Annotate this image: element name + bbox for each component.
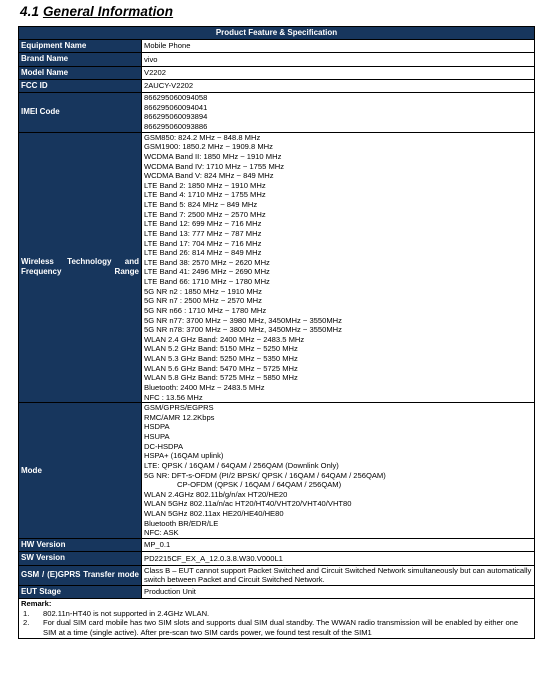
frequency-range: 5G NR n7 : 2500 MHz ~ 2570 MHz — [144, 296, 262, 306]
fcc-id-label: FCC ID — [19, 79, 142, 92]
frequency-range: LTE Band 38: 2570 MHz ~ 2620 MHz — [144, 257, 270, 267]
brand-name-value: vivo — [142, 53, 535, 66]
equipment-name-value: Mobile Phone — [142, 40, 535, 53]
frequency-range: LTE Band 5: 824 MHz ~ 849 MHz — [144, 200, 258, 210]
table-row — [19, 93, 535, 133]
frequency-range: WLAN 5.6 GHz Band: 5470 MHz ~ 5725 MHz — [144, 363, 298, 373]
sw-version-value: PD2215CF_EX_A_12.0.3.8.W30.V000L1 — [142, 552, 535, 565]
mode-item: Bluetooth BR/EDR/LE — [144, 518, 219, 528]
section-heading — [20, 4, 173, 19]
frequency-range: LTE Band 26: 814 MHz ~ 849 MHz — [144, 248, 262, 258]
frequency-range: WLAN 2.4 GHz Band: 2400 MHz ~ 2483.5 MHz — [144, 334, 305, 344]
frequency-range: LTE Band 41: 2496 MHz ~ 2690 MHz — [144, 267, 270, 277]
table-row — [19, 552, 535, 565]
frequency-range: WLAN 5.3 GHz Band: 5250 MHz ~ 5350 MHz — [144, 354, 298, 364]
hw-version-label: HW Version — [19, 538, 142, 551]
mode-item: HSUPA — [144, 432, 170, 442]
mode-label: Mode — [19, 403, 142, 539]
mode-item: 5G NR: DFT-s-OFDM (PI/2 BPSK/ QPSK / 16QAM / 64QAM / 256QAM) — [144, 470, 386, 480]
model-name-value: V2202 — [142, 66, 535, 79]
table-row — [19, 79, 535, 92]
frequency-range: LTE Band 66: 1710 MHz ~ 1780 MHz — [144, 277, 270, 287]
mode-item: NFC: ASK — [144, 528, 179, 538]
remark-cell — [19, 599, 535, 639]
remark-item — [21, 618, 532, 637]
frequency-range: 5G NR n78: 3700 MHz ~ 3800 MHz, 3450MHz ~ 3550MHz — [144, 325, 342, 335]
mode-item: LTE: QPSK / 16QAM / 64QAM / 256QAM (Downlink Only) — [144, 460, 339, 470]
remark-text: 802.11n-HT40 is not supported in 2.4GHz WLAN. — [43, 608, 210, 618]
eut-stage-value: Production Unit — [142, 585, 535, 598]
mode-item: GSM/GPRS/EGPRS — [144, 403, 214, 413]
frequency-range: WCDMA Band IV: 1710 MHz ~ 1755 MHz — [144, 161, 285, 171]
mode-item: WLAN 2.4GHz 802.11b/g/n/ax HT20/HE20 — [144, 489, 288, 499]
remark-text: For dual SIM card mobile has two SIM slots and supports dual SIM dual standby. The WWAN radio transmission will be enabled by either one SIM at a time (single active). After pre-scan two SIM cards power, we found test result of the SIM1 — [43, 618, 519, 637]
frequency-range: WLAN 5.8 GHz Band: 5725 MHz ~ 5850 MHz — [144, 373, 298, 383]
table-row — [19, 66, 535, 79]
frequency-range: GSM850: 824.2 MHz ~ 848.8 MHz — [144, 132, 261, 142]
mode-item: RMC/AMR 12.2Kbps — [144, 412, 215, 422]
imei-values — [142, 93, 535, 133]
mode-item: WLAN 5GHz 802.11a/n/ac HT20/HT40/VHT20/VHT40/VHT80 — [144, 499, 352, 509]
mode-item: CP-OFDM (QPSK / 16QAM / 64QAM / 256QAM) — [177, 480, 342, 490]
transfer-mode-value: Class B – EUT cannot support Packet Switched and Circuit Switched Network simultaneously but can automatically switch between Packet and Circuit Switched Network. — [142, 565, 535, 585]
eut-stage-label: EUT Stage — [19, 585, 142, 598]
frequency-range: 5G NR n77: 3700 MHz ~ 3980 MHz, 3450MHz ~ 3550MHz — [144, 315, 342, 325]
imei-code: 866295060093894 — [144, 112, 208, 122]
frequency-range: WLAN 5.2 GHz Band: 5150 MHz ~ 5250 MHz — [144, 344, 298, 354]
transfer-mode-label: GSM / (E)GPRS Transfer mode — [19, 565, 142, 585]
frequency-range: LTE Band 4: 1710 MHz ~ 1755 MHz — [144, 190, 266, 200]
hw-version-value: MP_0.1 — [142, 538, 535, 551]
frequency-range: LTE Band 7: 2500 MHz ~ 2570 MHz — [144, 209, 266, 219]
table-header: Product Feature & Specification — [19, 27, 535, 40]
table-row — [19, 599, 535, 639]
equipment-name-label: Equipment Name — [19, 40, 142, 53]
sw-version-label: SW Version — [19, 552, 142, 565]
frequency-range: LTE Band 13: 777 MHz ~ 787 MHz — [144, 228, 262, 238]
imei-label: IMEI Code — [19, 93, 142, 133]
frequency-range: WCDMA Band II: 1850 MHz ~ 1910 MHz — [144, 151, 282, 161]
table-row — [19, 40, 535, 53]
section-title: General Information — [42, 4, 174, 19]
imei-code: 866295060093886 — [144, 122, 208, 132]
frequency-range: GSM1900: 1850.2 MHz ~ 1909.8 MHz — [144, 142, 273, 152]
frequency-range: LTE Band 17: 704 MHz ~ 716 MHz — [144, 238, 262, 248]
frequency-range: 5G NR n66 : 1710 MHz ~ 1780 MHz — [144, 305, 267, 315]
table-row — [19, 403, 535, 539]
frequency-range: 5G NR n2 : 1850 MHz ~ 1910 MHz — [144, 286, 262, 296]
remark-number: 2. — [23, 618, 30, 628]
table-row — [19, 565, 535, 585]
section-number: 4.1 — [20, 4, 40, 19]
mode-item: WLAN 5GHz 802.11ax HE20/HE40/HE80 — [144, 509, 284, 519]
frequency-range: Bluetooth: 2400 MHz ~ 2483.5 MHz — [144, 382, 265, 392]
mode-item: HSPA+ (16QAM uplink) — [144, 451, 224, 461]
mode-item: DC-HSDPA — [144, 441, 184, 451]
wireless-label: Wireless Technology and Frequency Range — [19, 132, 142, 403]
brand-name-label: Brand Name — [19, 53, 142, 66]
imei-code: 866295060094041 — [144, 102, 208, 112]
mode-values — [142, 403, 535, 539]
fcc-id-value: 2AUCY-V2202 — [142, 79, 535, 92]
frequency-range: LTE Band 2: 1850 MHz ~ 1910 MHz — [144, 180, 266, 190]
frequency-range: LTE Band 12: 699 MHz ~ 716 MHz — [144, 219, 262, 229]
imei-code: 866295060094058 — [144, 93, 208, 103]
spec-table — [18, 26, 535, 639]
table-row — [19, 585, 535, 598]
table-row — [19, 538, 535, 551]
remark-label: Remark: — [21, 599, 52, 609]
model-name-label: Model Name — [19, 66, 142, 79]
wireless-values — [142, 132, 535, 403]
table-row — [19, 53, 535, 66]
mode-item: HSDPA — [144, 422, 170, 432]
remark-item — [21, 609, 532, 619]
remark-number: 1. — [23, 608, 30, 618]
frequency-range: NFC : 13.56 MHz — [144, 392, 203, 402]
frequency-range: WCDMA Band V: 824 MHz ~ 849 MHz — [144, 171, 274, 181]
table-row — [19, 132, 535, 403]
